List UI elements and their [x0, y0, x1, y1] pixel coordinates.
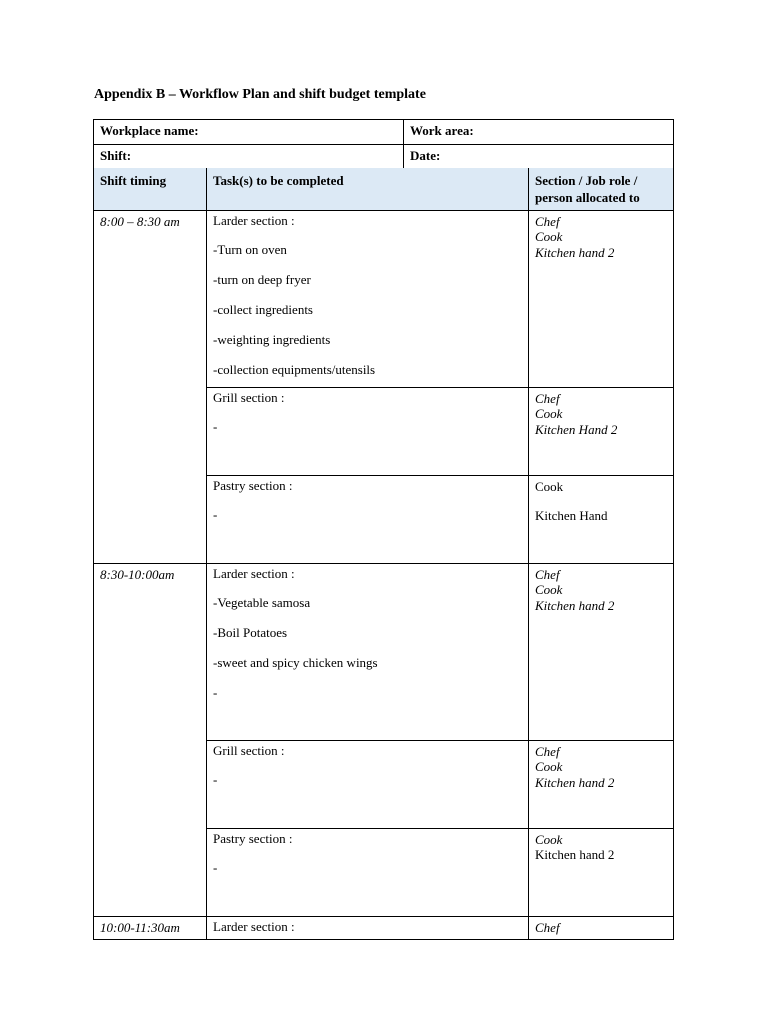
- staff-entry: Cook: [535, 759, 563, 774]
- staff-entry: Kitchen Hand 2: [535, 421, 618, 437]
- task-cell: [207, 563, 529, 740]
- task-item: -weighting ingredients: [213, 331, 331, 347]
- shift-timing-cell: 10:00-11:30am: [94, 916, 207, 939]
- workflow-table: [93, 168, 674, 940]
- task-cell: [207, 740, 529, 828]
- staff-entry: Kitchen hand 2: [535, 847, 615, 862]
- page-title: Appendix B – Workflow Plan and shift budget template: [94, 87, 426, 102]
- task-cell: [207, 916, 529, 939]
- staff-entry: Chef: [535, 919, 560, 935]
- staff-entry: Kitchen hand 2: [535, 597, 615, 613]
- column-header-timing: Shift timing: [94, 168, 207, 210]
- task-item: -Boil Potatoes: [213, 624, 288, 640]
- table-row: [94, 210, 674, 387]
- column-header-allocation: Section / Job role / person allocated to: [529, 168, 674, 210]
- task-item: -turn on deep fryer: [213, 271, 311, 287]
- date-field[interactable]: Date:: [404, 145, 674, 170]
- task-item: -sweet and spicy chicken wings: [213, 654, 378, 670]
- task-cell: [207, 828, 529, 916]
- staff-entry: Cook: [535, 478, 564, 494]
- task-item: -: [213, 506, 218, 522]
- task-item: -: [213, 684, 218, 700]
- staff-entry: Kitchen Hand: [535, 508, 608, 523]
- staff-entry: Chef: [535, 390, 560, 406]
- section-title: Pastry section :: [213, 830, 293, 846]
- header-fields-table: [93, 119, 674, 170]
- task-item: -: [213, 771, 218, 787]
- task-item: -collect ingredients: [213, 301, 313, 317]
- staff-entry: Chef: [535, 566, 560, 582]
- task-cell: [207, 210, 529, 387]
- task-item: -Turn on oven: [213, 241, 287, 257]
- allocation-cell: [529, 740, 674, 828]
- section-title: Pastry section :: [213, 477, 293, 493]
- staff-entry: Cook: [535, 229, 563, 244]
- work-area-field[interactable]: Work area:: [404, 120, 674, 145]
- staff-entry: Kitchen hand 2: [535, 774, 615, 790]
- section-title: Larder section :: [213, 565, 295, 581]
- task-item: -collection equipments/utensils: [213, 361, 376, 377]
- shift-timing-cell: 8:30-10:00am: [94, 563, 207, 916]
- section-title: Larder section :: [213, 918, 295, 934]
- shift-field[interactable]: Shift:: [94, 145, 404, 170]
- task-item: -Vegetable samosa: [213, 594, 311, 610]
- task-cell: [207, 475, 529, 563]
- section-title: Larder section :: [213, 212, 295, 228]
- table-row: [94, 916, 674, 939]
- allocation-cell: [529, 563, 674, 740]
- staff-entry: Cook: [535, 831, 563, 847]
- section-title: Grill section :: [213, 742, 285, 758]
- staff-entry: Chef: [535, 213, 560, 229]
- task-item: -: [213, 418, 218, 434]
- allocation-cell: [529, 828, 674, 916]
- task-item: -: [213, 859, 218, 875]
- allocation-cell: [529, 475, 674, 563]
- column-header-tasks: Task(s) to be completed: [207, 168, 529, 210]
- workflow-body: [94, 210, 674, 939]
- table-row: [94, 563, 674, 740]
- workplace-name-field[interactable]: Workplace name:: [94, 120, 404, 145]
- shift-timing-cell: 8:00 – 8:30 am: [94, 210, 207, 563]
- allocation-cell: [529, 210, 674, 387]
- staff-entry: Kitchen hand 2: [535, 244, 615, 260]
- allocation-cell: [529, 387, 674, 475]
- staff-entry: Cook: [535, 406, 563, 421]
- staff-entry: Chef: [535, 743, 560, 759]
- task-cell: [207, 387, 529, 475]
- staff-entry: Cook: [535, 582, 563, 597]
- allocation-cell: [529, 916, 674, 939]
- section-title: Grill section :: [213, 389, 285, 405]
